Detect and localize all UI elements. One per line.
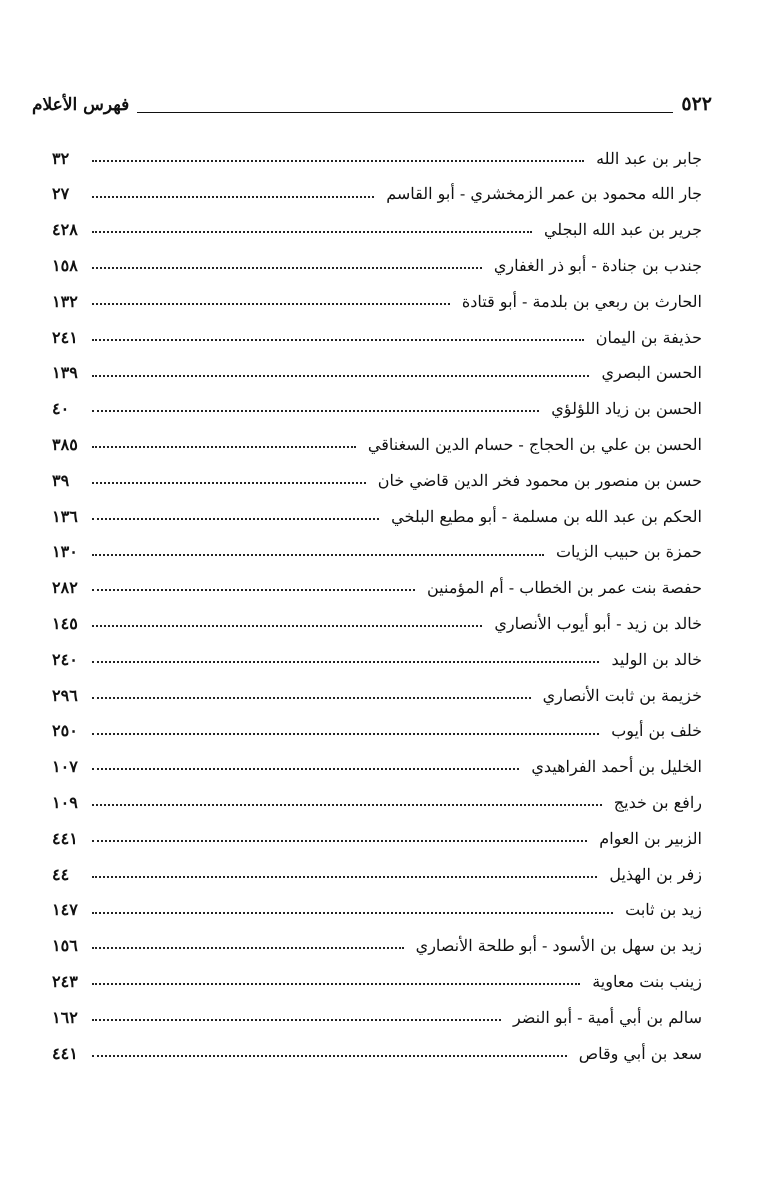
entry-page-number: ١٤٧	[52, 900, 78, 920]
entry-name: زيد بن ثابت	[625, 900, 702, 920]
index-entry	[52, 492, 702, 528]
dot-leader	[92, 589, 415, 591]
entry-page-number: ٢٩٦	[52, 685, 78, 705]
index-entry	[52, 814, 702, 850]
entry-name: خلف بن أيوب	[611, 721, 702, 741]
entry-page-number: ٢٤٠	[52, 649, 78, 669]
entry-name: خزيمة بن ثابت الأنصاري	[542, 685, 702, 705]
entry-name: الحارث بن ربعي بن بلدمة - أبو قتادة	[461, 291, 702, 311]
dot-leader	[92, 697, 531, 699]
dot-leader	[92, 518, 379, 520]
entry-page-number: ١٣٦	[52, 506, 78, 526]
entry-page-number: ١٥٦	[52, 936, 78, 956]
entry-name: الحسن البصري	[601, 363, 702, 383]
header-rule	[137, 112, 673, 113]
page-header	[32, 86, 712, 116]
index-entry	[52, 564, 702, 600]
dot-leader	[92, 840, 587, 842]
entry-name: الزبير بن العوام	[599, 828, 702, 848]
index-entry	[52, 277, 702, 313]
entry-name: رافع بن خديج	[613, 792, 702, 812]
index-entry	[52, 957, 702, 993]
index-entry	[52, 993, 702, 1029]
dot-leader	[92, 804, 602, 806]
index-entry	[52, 420, 702, 456]
entry-name: جار الله محمود بن عمر الزمخشري - أبو القاسم	[386, 184, 702, 204]
dot-leader	[92, 983, 580, 985]
entry-page-number: ٣٩	[52, 470, 70, 490]
entry-name: سالم بن أبي أمية - أبو النضر	[512, 1007, 702, 1027]
entry-page-number: ٢٤١	[52, 327, 78, 347]
dot-leader	[92, 482, 366, 484]
entry-name: الحسن بن زياد اللؤلؤي	[551, 399, 702, 419]
dot-leader	[92, 733, 599, 735]
index-entry	[52, 206, 702, 242]
dot-leader	[92, 303, 450, 305]
entry-page-number: ١٣٢	[52, 291, 78, 311]
entry-page-number: ٢٥٠	[52, 721, 78, 741]
index-title: فهرس الأعلام	[32, 95, 130, 115]
entry-name: سعد بن أبي وقاص	[578, 1043, 702, 1063]
index-entry	[52, 850, 702, 886]
entry-page-number: ١٠٩	[52, 792, 78, 812]
index-entry	[52, 456, 702, 492]
dot-leader	[92, 661, 599, 663]
entry-name: الخليل بن أحمد الفراهيدي	[531, 757, 702, 777]
entry-page-number: ٤٤١	[52, 828, 78, 848]
entry-name: الحسن بن علي بن الحجاج - حسام الدين السغناقي	[367, 434, 702, 454]
index-entry	[52, 134, 702, 170]
dot-leader	[92, 375, 589, 377]
dot-leader	[92, 1019, 501, 1021]
index-entry	[52, 385, 702, 421]
dot-leader	[92, 1055, 567, 1057]
entry-page-number: ٣٢	[52, 148, 70, 168]
index-list	[52, 134, 702, 1065]
entry-name: زيد بن سهل بن الأسود - أبو طلحة الأنصاري	[415, 936, 702, 956]
dot-leader	[92, 554, 544, 556]
index-entry	[52, 313, 702, 349]
index-entry	[52, 349, 702, 385]
entry-name: جندب بن جنادة - أبو ذر الغفاري	[493, 256, 702, 275]
index-entry	[52, 1029, 702, 1065]
dot-leader	[92, 947, 404, 949]
index-entry	[52, 922, 702, 958]
entry-page-number: ٤٤	[52, 864, 70, 884]
entry-name: حفصة بنت عمر بن الخطاب - أم المؤمنين	[427, 578, 702, 598]
index-entry	[52, 778, 702, 814]
entry-page-number: ٤٤١	[52, 1043, 78, 1063]
page-number: ٥٢٢	[681, 93, 712, 115]
dot-leader	[92, 339, 584, 341]
dot-leader	[92, 768, 519, 770]
entry-name: حسن بن منصور بن محمود فخر الدين قاضي خان	[377, 470, 702, 490]
entry-name: خالد بن زيد - أبو أيوب الأنصاري	[494, 613, 702, 633]
entry-page-number: ٢٨٢	[52, 578, 78, 598]
dot-leader	[92, 410, 539, 412]
entry-page-number: ١٠٧	[52, 757, 78, 777]
dot-leader	[92, 231, 532, 233]
entry-page-number: ٤٠	[52, 399, 70, 419]
dot-leader	[92, 267, 482, 269]
index-entry	[52, 635, 702, 671]
entry-name: حمزة بن حبيب الزيات	[555, 542, 702, 562]
index-entry	[52, 599, 702, 635]
entry-page-number: ١٤٥	[52, 613, 78, 633]
dot-leader	[92, 446, 356, 448]
entry-page-number: ٢٧	[52, 184, 70, 204]
entry-name: الحكم بن عبد الله بن مسلمة - أبو مطيع البلخي	[391, 506, 702, 526]
index-entry	[52, 743, 702, 779]
entry-page-number: ١٣٩	[52, 363, 78, 383]
dot-leader	[92, 196, 374, 198]
entry-name: حذيفة بن اليمان	[595, 327, 702, 347]
entry-name: زينب بنت معاوية	[592, 971, 702, 991]
dot-leader	[92, 876, 597, 878]
entry-page-number: ١٦٢	[52, 1007, 78, 1027]
index-entry	[52, 707, 702, 743]
dot-leader	[92, 160, 584, 162]
entry-name: زفر بن الهذيل	[609, 864, 702, 884]
entry-page-number: ٢٤٣	[52, 971, 78, 991]
entry-name: خالد بن الوليد	[611, 649, 702, 669]
dot-leader	[92, 625, 482, 627]
index-entry	[52, 241, 702, 277]
entry-page-number: ١٣٠	[52, 542, 78, 562]
entry-page-number: ١٥٨	[52, 256, 78, 275]
entry-page-number: ٤٢٨	[52, 220, 78, 240]
entry-name: جرير بن عبد الله البجلي	[543, 220, 702, 240]
index-entry	[52, 886, 702, 922]
dot-leader	[92, 912, 613, 914]
index-entry	[52, 170, 702, 206]
index-entry	[52, 528, 702, 564]
entry-page-number: ٣٨٥	[52, 434, 78, 454]
index-entry	[52, 671, 702, 707]
entry-name: جابر بن عبد الله	[596, 148, 702, 168]
